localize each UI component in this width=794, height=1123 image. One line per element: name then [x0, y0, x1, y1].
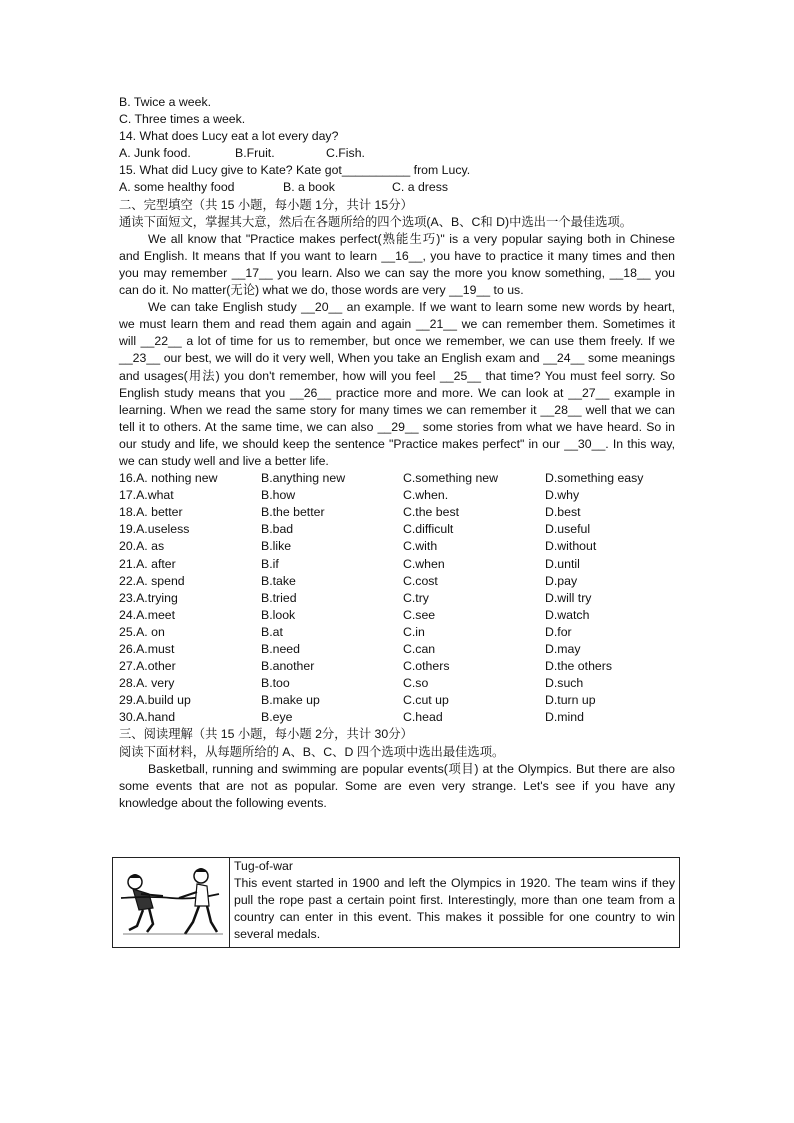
- section-3-title: 三、阅读理解（共 15 小题，每小题 2分，共计 30分）: [119, 727, 413, 742]
- cloze-option: C.difficult: [403, 522, 454, 537]
- cloze-option: B.anything new: [261, 471, 346, 486]
- cloze-option: 20.A. as: [119, 539, 165, 554]
- cloze-option: B.another: [261, 659, 315, 674]
- cloze-option: 18.A. better: [119, 505, 183, 520]
- cloze-option: B.make up: [261, 693, 320, 708]
- tug-of-war-text-cell: [230, 858, 680, 948]
- tug-of-war-illustration: [113, 858, 230, 948]
- cloze-paragraph-2: We can take English study __20__ an example. If we want to learn some new words by heart, we must learn them and read them again and again __21__ we can remember them. Sometimes it will __22__ a lot of time for us to remember, but once we remember, we can use them freely. If we __23__ our best, we will do it very well, When you take an English exam and __24__ some meanings and usages(用法) you don't remember, how will you feel __25__ that time? You must feel sorry. So English study means that you __26__ practice more and more. We can look at __27__ example in learning. When we read the same story for many times we can remember it __28__ well that we can tell it to others. At the same time, we can also __29__ some stories from what we have heard. So in our study and life, we should keep the sentence "Practice makes perfect" in our __30__. In this way, we can study well and live a better life.: [119, 300, 675, 468]
- cloze-option: D.will try: [545, 590, 592, 605]
- cloze-paragraph-1: We all know that "Practice makes perfect(熟能生巧)" is a very popular saying both in Chinese and English. It means that If you want to learn __16__, you have to practice it many times and then you may remember __17__ you learn. Also we can say the more you know something, __18__ you can do it. No matter(无论) what we do, those words are very __19__ to us.: [119, 231, 675, 298]
- cloze-option: D.something easy: [545, 471, 644, 486]
- reading-intro: Basketball, running and swimming are popular events(项目) at the Olympics. But there are also some events that are not as popular. Some are even very strange. Let's see if you have any knowledge about the following events.: [119, 761, 675, 810]
- cloze-option: B.tried: [261, 590, 297, 605]
- event-description: This event started in 1900 and left the Olympics in 1920. The team wins if they pull the rope past a certain point first. Interestingly, more than one team from a country can enter in this event. This makes it possible for one country to win several medals.: [234, 876, 675, 942]
- option: C. a dress: [392, 180, 449, 195]
- question-14: 14. What does Lucy eat a lot every day?: [119, 129, 339, 144]
- cloze-option: 26.A.must: [119, 642, 175, 656]
- cloze-option: B.like: [261, 539, 292, 554]
- question-15: 15. What did Lucy give to Kate? Kate got__________ from Lucy.: [119, 163, 471, 178]
- option: C.Fish.: [326, 146, 365, 161]
- cloze-option: B.how: [261, 488, 296, 503]
- cloze-option: C.something new: [403, 471, 499, 486]
- cloze-option: 19.A.useless: [119, 522, 190, 537]
- cloze-option: C.others: [403, 659, 450, 674]
- cloze-option: B.take: [261, 573, 296, 588]
- tug-of-war-table: [112, 857, 680, 948]
- cloze-options: [119, 470, 675, 726]
- cloze-option: D.without: [545, 539, 597, 554]
- exam-page: [119, 94, 675, 812]
- cloze-option: 24.A.meet: [119, 607, 176, 622]
- option-line: B. Twice a week.: [119, 95, 212, 109]
- option: B. a book: [283, 180, 335, 195]
- cloze-option: 17.A.what: [119, 488, 174, 503]
- cloze-option: C.the best: [403, 505, 460, 520]
- cloze-option: C.so: [403, 676, 429, 691]
- cloze-option: 21.A. after: [119, 556, 176, 571]
- cloze-option: D.best: [545, 505, 581, 520]
- cloze-option: C.see: [403, 607, 436, 622]
- section-2-instruction: 通读下面短文，掌握其大意，然后在各题所给的四个选项(A、B、C和 D)中选出一个最佳选项。: [119, 214, 633, 229]
- cloze-option: C.head: [403, 710, 443, 725]
- cloze-option: D.such: [545, 676, 584, 691]
- tug-of-war-image: [113, 858, 229, 942]
- option: B.Fruit.: [235, 146, 275, 161]
- cloze-option: C.try: [403, 590, 429, 605]
- cloze-option: D.mind: [545, 710, 584, 725]
- cloze-option: C.when.: [403, 488, 449, 503]
- cloze-option: C.in: [403, 624, 425, 639]
- cloze-option: C.cost: [403, 573, 438, 588]
- option-line: C. Three times a week.: [119, 112, 246, 127]
- section-3-instruction: 阅读下面材料，从每题所给的 A、B、C、D 四个选项中选出最佳选项。: [119, 744, 505, 759]
- cloze-option: D.may: [545, 642, 581, 656]
- option: A. Junk food.: [119, 146, 191, 161]
- cloze-option: B.bad: [261, 522, 294, 537]
- cloze-option: B.the better: [261, 505, 325, 520]
- cloze-option: D.watch: [545, 607, 590, 622]
- cloze-option: D.why: [545, 488, 580, 503]
- option: A. some healthy food: [119, 180, 235, 195]
- cloze-option: D.useful: [545, 522, 591, 537]
- cloze-option: 16.A. nothing new: [119, 471, 218, 486]
- cloze-option: 23.A.trying: [119, 590, 178, 605]
- cloze-option: 25.A. on: [119, 624, 165, 639]
- cloze-option: C.when: [403, 556, 445, 571]
- q15-options: [119, 179, 675, 196]
- cloze-option: D.for: [545, 624, 572, 639]
- cloze-option: D.the others: [545, 659, 612, 674]
- event-heading: Tug-of-war: [234, 859, 293, 873]
- cloze-option: C.cut up: [403, 693, 449, 708]
- cloze-option: D.pay: [545, 573, 578, 588]
- cloze-option: C.with: [403, 539, 438, 554]
- cloze-option: B.look: [261, 607, 296, 622]
- cloze-option: B.need: [261, 642, 300, 656]
- q14-options: [119, 145, 675, 162]
- cloze-option: B.if: [261, 556, 279, 571]
- cloze-option: B.at: [261, 624, 283, 639]
- cloze-option: B.too: [261, 676, 290, 691]
- section-2-title: 二、完型填空（共 15 小题，每小题 1分，共计 15分）: [119, 197, 413, 212]
- cloze-option: 30.A.hand: [119, 710, 176, 725]
- cloze-option: B.eye: [261, 710, 293, 725]
- cloze-option: 27.A.other: [119, 659, 176, 674]
- cloze-option: C.can: [403, 642, 436, 656]
- cloze-option: D.turn up: [545, 693, 596, 708]
- cloze-option: 22.A. spend: [119, 573, 185, 588]
- cloze-option: 28.A. very: [119, 676, 175, 691]
- cloze-option: D.until: [545, 556, 580, 571]
- cloze-option: 29.A.build up: [119, 693, 191, 708]
